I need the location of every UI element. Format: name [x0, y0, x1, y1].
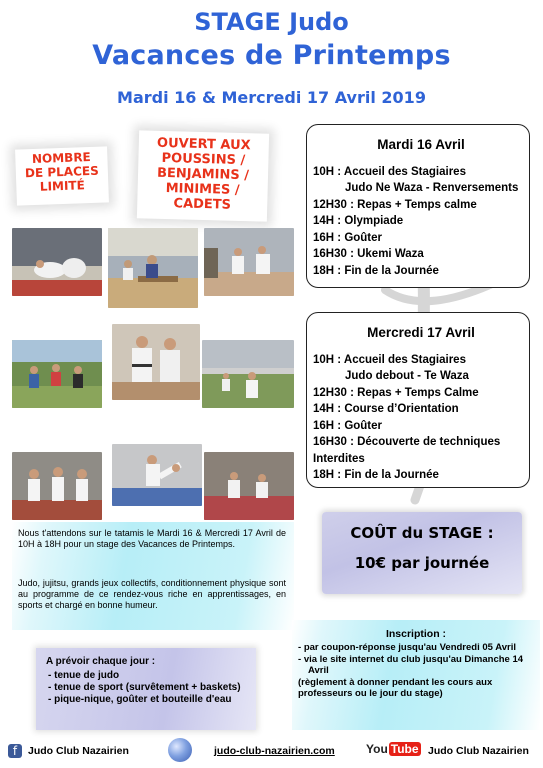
note-line: LIMITÉ	[39, 177, 86, 194]
cost-price: 10€ par journée	[354, 554, 490, 572]
inscription-note: (règlement à donner pendant les cours aux professeurs ou le jour du stage)	[298, 676, 493, 699]
website-link[interactable]: judo-club-nazairien.com	[214, 745, 335, 757]
cost-label: COÛT du STAGE :	[350, 524, 494, 542]
note-line: OUVERT AUX	[156, 135, 251, 154]
schedule-row: 10H : Accueil des Stagiaires	[313, 353, 466, 366]
inscription-item: - par coupon-réponse jusqu'au Vendredi 05 Avril	[298, 642, 516, 653]
photo-outdoor-group	[12, 340, 102, 408]
youtube-tube: Tube	[390, 742, 419, 756]
photo-judo-leg-throw	[112, 444, 202, 506]
note-line: NOMBRE	[31, 149, 91, 167]
inscription-item-text: via le site internet du club jusqu'au Dimanche 14 Avril	[303, 653, 524, 676]
youtube-logo-icon[interactable]	[366, 742, 421, 756]
prevoir-item-text: pique-nique, goûter et bouteille d'eau	[54, 694, 232, 705]
cost-box	[322, 512, 522, 594]
schedule-row: 16H30 : Ukemi Waza	[313, 248, 424, 260]
schedule-row: 16H : Goûter	[313, 419, 383, 432]
places-limited-note	[15, 146, 109, 205]
page-title: STAGE Judo	[194, 8, 349, 36]
schedule-row: 18H : Fin de la Journée	[313, 469, 439, 481]
prevoir-item-text: tenue de sport (survêtement + baskets)	[54, 682, 241, 693]
photo-kids-line	[12, 452, 102, 520]
facebook-link[interactable]: Judo Club Nazairien	[28, 745, 129, 757]
inscription-item-text: par coupon-réponse jusqu'au Vendredi 05 Avril	[303, 642, 516, 653]
prevoir-item: - pique-nique, goûter et bouteille d'eau	[48, 694, 232, 705]
inscription-title: Inscription :	[385, 628, 447, 640]
photo-dojo-training	[202, 340, 294, 408]
schedule-row: Judo Ne Waza - Renversements	[345, 182, 519, 194]
schedule-row: 12H30 : Repas + Temps calme	[313, 198, 477, 211]
photo-dojo-practice	[204, 452, 294, 520]
schedule-row: 18H : Fin de la Journée	[313, 264, 439, 277]
schedule-day2-title: Mercredi 17 Avril	[367, 325, 475, 340]
open-categories-note	[137, 130, 269, 221]
schedule-row: Interdites	[313, 452, 365, 465]
schedule-row: 16H : Goûter	[313, 231, 383, 244]
stage-dates: Mardi 16 & Mercredi 17 Avril 2019	[117, 88, 426, 107]
note-line: POUSSINS /	[161, 150, 246, 169]
info-paragraph: Nous t'attendons sur le tatamis le Mardi 16 & Mercredi 17 Avril de 10H à 18H pour un stage des Vacances de Printemps.	[18, 528, 286, 549]
inscription-panel	[292, 620, 540, 730]
schedule-day1	[306, 124, 530, 288]
stage-info-panel	[12, 522, 294, 630]
prevoir-item: - tenue de sport (survêtement + baskets)	[48, 682, 241, 693]
schedule-row: 10H : Accueil des Stagiaires	[313, 165, 466, 178]
prevoir-item-text: tenue de judo	[54, 670, 120, 681]
photo-judo-groundwork	[12, 228, 102, 296]
schedule-day2	[306, 312, 530, 488]
photo-gym-activity	[108, 228, 198, 308]
schedule-row: 14H : Olympiade	[313, 215, 404, 227]
youtube-channel-link[interactable]: Judo Club Nazairien	[428, 745, 529, 757]
facebook-icon[interactable]: f	[8, 744, 22, 758]
prevoir-title: A prévoir chaque jour :	[46, 656, 156, 667]
prevoir-item: - tenue de judo	[48, 670, 120, 681]
schedule-row: 14H : Course d’Orientation	[313, 403, 459, 415]
note-line: DE PLACES	[24, 163, 99, 181]
note-line: BENJAMINS /	[156, 165, 250, 184]
note-line: MINIMES / CADETS	[165, 180, 240, 213]
youtube-you: You	[366, 742, 388, 756]
schedule-row: 16H30 : Découverte de techniques	[313, 436, 501, 448]
schedule-row: Judo debout - Te Waza	[345, 370, 469, 382]
prevoir-panel	[36, 648, 256, 730]
photo-judo-grip	[112, 324, 200, 400]
inscription-item: - via le site internet du club jusqu'au Dimanche 14 Avril	[298, 653, 524, 676]
photo-judo-throw	[204, 228, 294, 296]
globe-icon	[168, 738, 192, 762]
info-paragraph: Judo, jujitsu, grands jeux collectifs, conditionnement physique sont au programme de ce rendez-vous riche en apprentissages, en sports et chargé en bonne humeur.	[18, 578, 286, 610]
schedule-row: 12H30 : Repas + Temps Calme	[313, 386, 479, 399]
page-subtitle: Vacances de Printemps	[92, 40, 451, 71]
schedule-day1-title: Mardi 16 Avril	[377, 137, 465, 152]
